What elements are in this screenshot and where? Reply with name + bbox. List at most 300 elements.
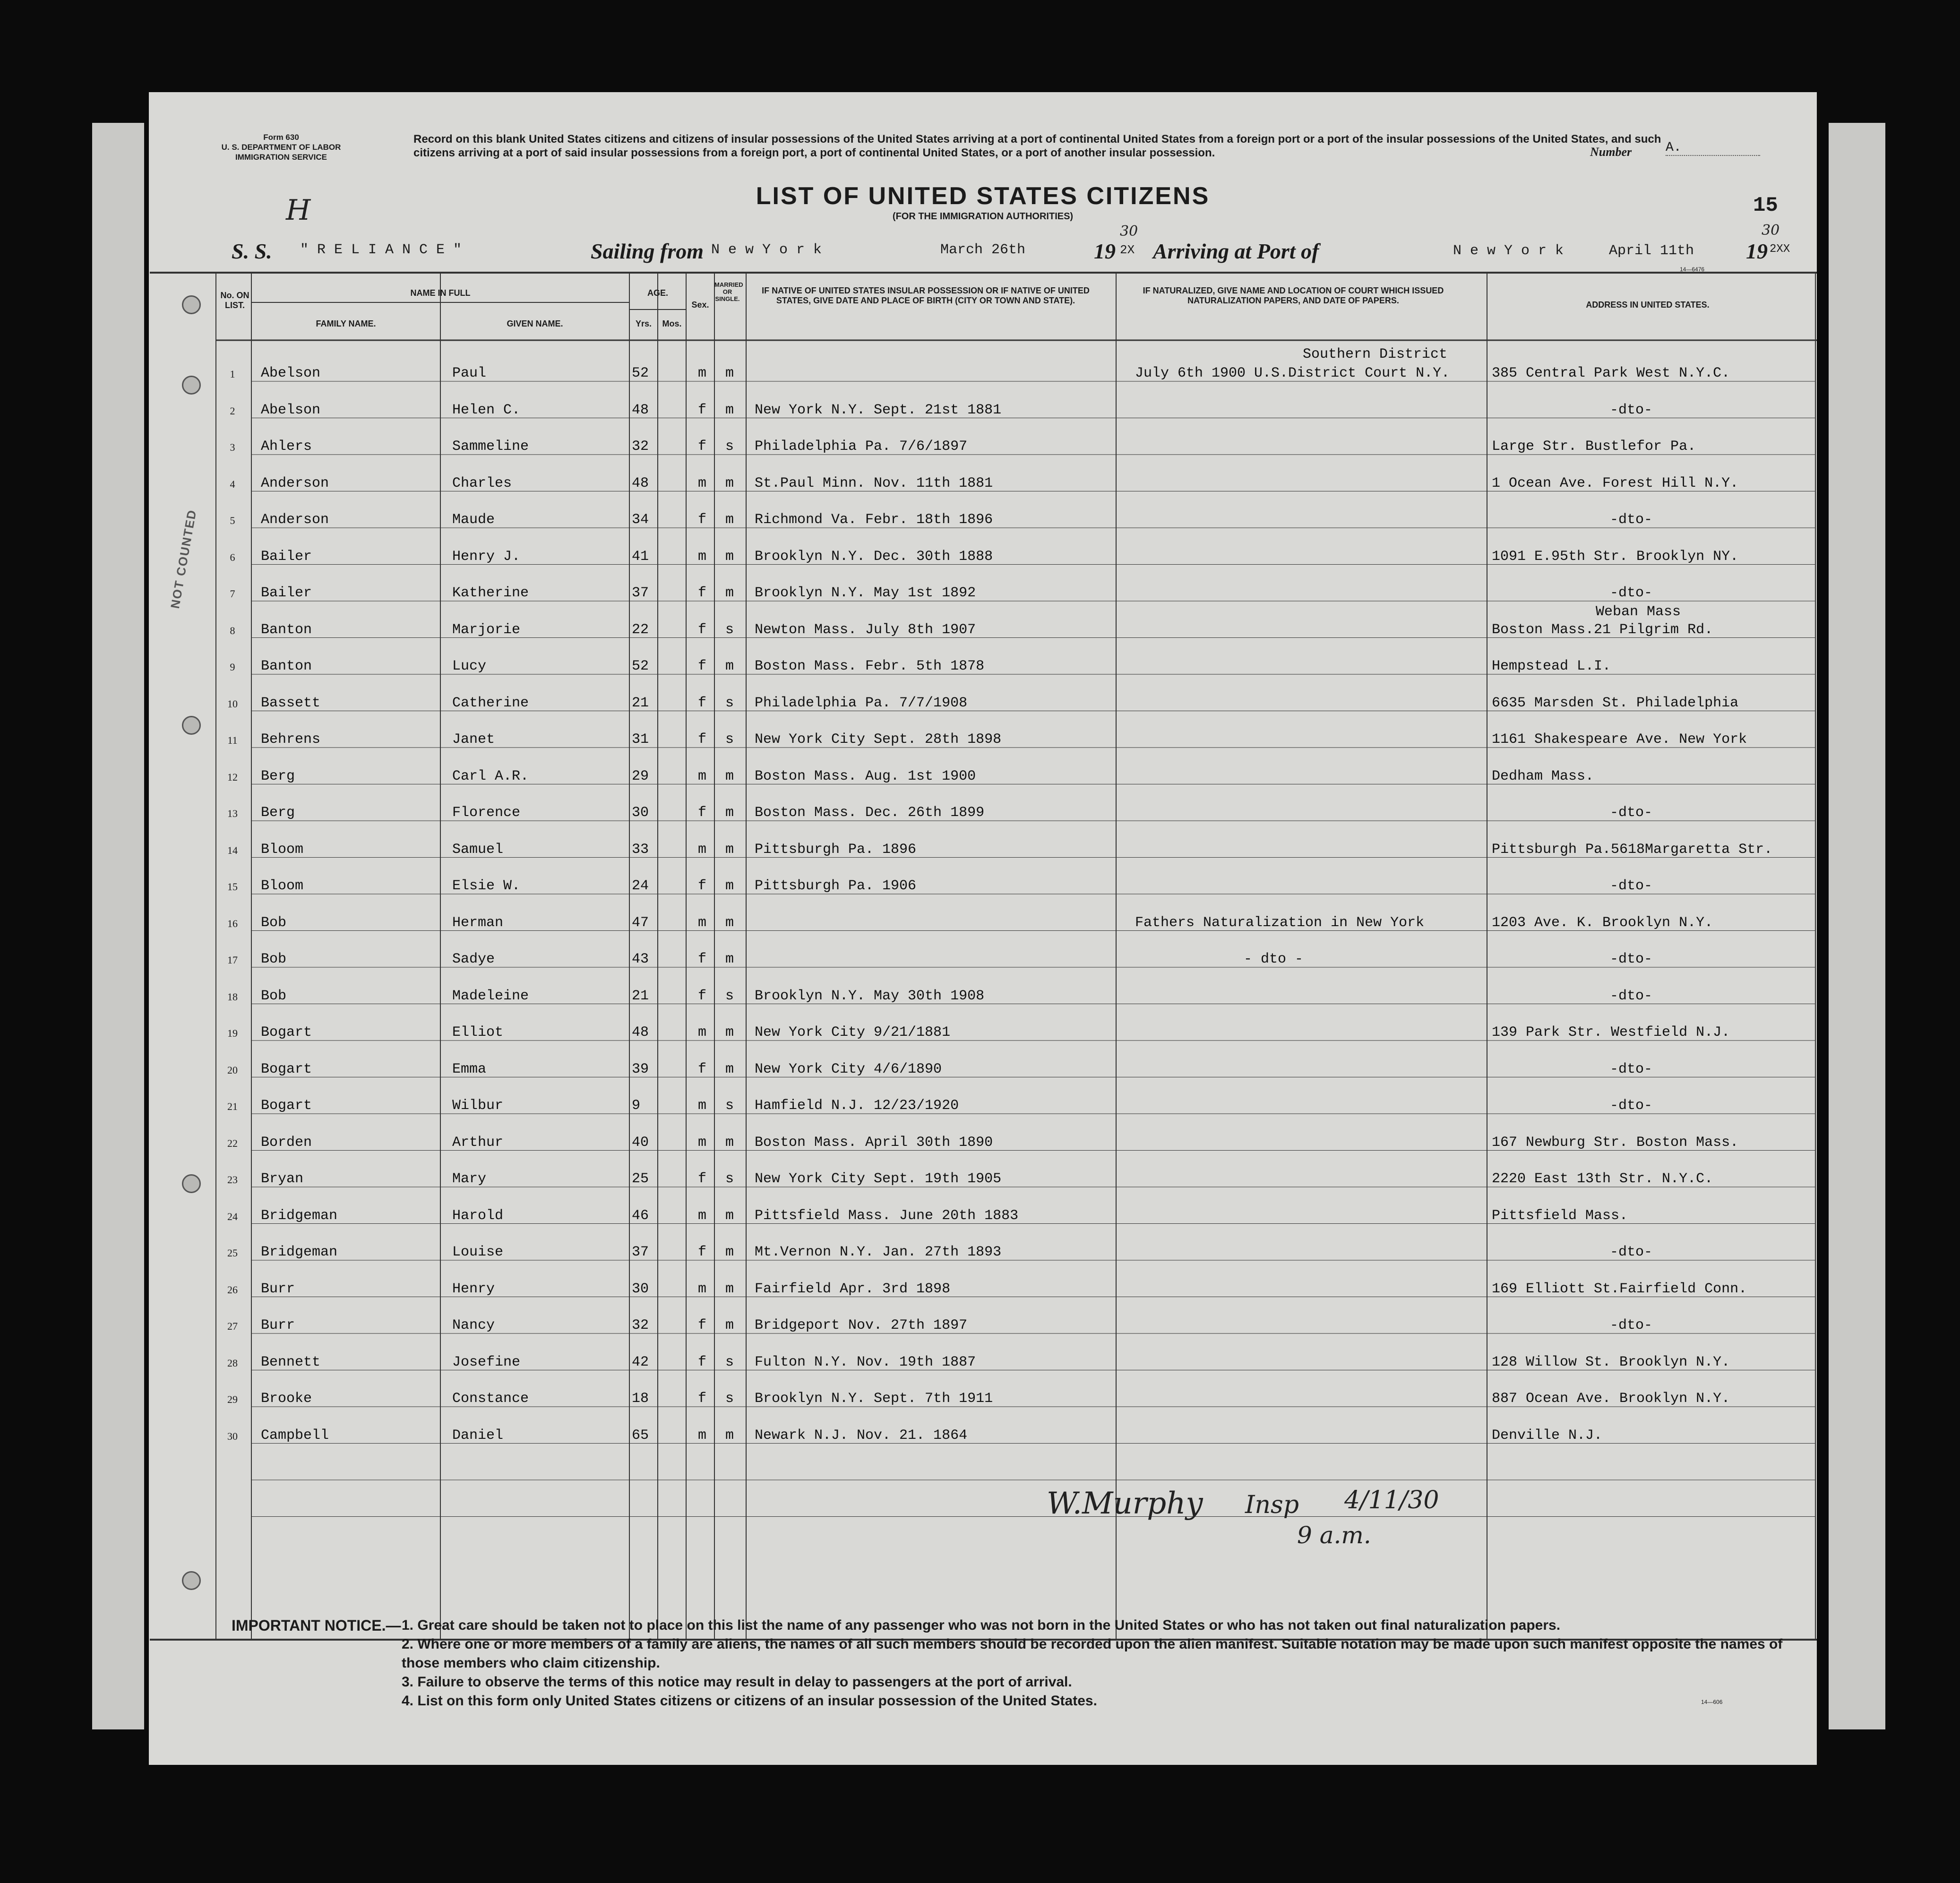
age-cell: 37 — [632, 1244, 649, 1260]
marital-status-cell: s — [725, 621, 734, 638]
row-number: 23 — [227, 1174, 238, 1186]
family-name-cell: Bridgeman — [261, 1207, 338, 1224]
voyage-line — [232, 222, 1790, 265]
sail-date: March 26th — [940, 242, 1026, 258]
age-cell: 46 — [632, 1207, 649, 1224]
punch-hole — [182, 1174, 201, 1193]
row-number: 15 — [227, 881, 238, 893]
age-cell: 31 — [632, 731, 649, 748]
marital-status-cell: s — [725, 988, 734, 1004]
family-name-cell: Bob — [261, 914, 287, 931]
row-number: 25 — [227, 1247, 238, 1259]
header-birth: IF NATIVE OF UNITED STATES INSULAR POSSESSION OR IF NATIVE OF UNITED STATES, GIVE DATE AND PLACE OF BIRTH (CITY OR TOWN AND STATE). — [762, 286, 1090, 305]
given-name-cell: Florence — [452, 805, 521, 821]
naturalization-cell: Fathers Naturalization in New York — [1135, 914, 1425, 931]
marital-status-cell: m — [725, 548, 734, 565]
inspection-date: 4/11/30 — [1344, 1486, 1439, 1514]
address-cell: -dto- — [1610, 512, 1653, 528]
sex-cell: f — [698, 695, 707, 711]
marital-status-cell: m — [725, 1244, 734, 1260]
row-number: 27 — [227, 1320, 238, 1332]
sail-year-hand: 30 — [1120, 223, 1138, 240]
given-name-cell: Nancy — [452, 1317, 495, 1333]
record-instructions: Record on this blank United States citizens and citizens of insular possessions of the United States arriving at a port of continental United States from a foreign port or a port of the insular possessions of the United States, and such citizens arriving at a port of said insular possessions from a foreign port, a port of continental United States, or a port of another insular possession. — [413, 133, 1661, 159]
family-name-cell: Bob — [261, 951, 287, 967]
marital-status-cell: s — [725, 1098, 734, 1114]
birthplace-cell: New York City 9/21/1881 — [755, 1024, 951, 1040]
family-name-cell: Berg — [261, 768, 295, 784]
ss-label: S. S. — [232, 239, 272, 263]
marital-status-cell: m — [725, 878, 734, 894]
row-number: 8 — [230, 624, 235, 636]
notice-item-3: 3. Failure to observe the terms of this notice may result in delay to passengers at the port of arrival. — [402, 1674, 1072, 1690]
header-name-in-full: NAME IN FULL — [410, 288, 471, 298]
birthplace-cell: Boston Mass. Dec. 26th 1899 — [755, 805, 985, 821]
family-name-cell: Bassett — [261, 695, 321, 711]
age-cell: 48 — [632, 1024, 649, 1040]
form-number: Form 630 — [263, 133, 299, 142]
row-number: 28 — [227, 1357, 238, 1369]
family-name-cell: Bogart — [261, 1061, 312, 1077]
marital-status-cell: m — [725, 1317, 734, 1333]
form-identifier — [196, 132, 366, 162]
notice-item-4: 4. List on this form only United States citizens or citizens of an insular possession of the United States. — [402, 1693, 1097, 1709]
family-name-cell: Anderson — [261, 512, 329, 528]
family-name-cell: Campbell — [261, 1427, 329, 1444]
sex-cell: f — [698, 585, 707, 601]
service-name: IMMIGRATION SERVICE — [235, 153, 327, 162]
address-cell: 139 Park Str. Westfield N.J. — [1492, 1024, 1730, 1040]
birthplace-cell: Brooklyn N.Y. May 30th 1908 — [755, 988, 985, 1004]
sex-cell: f — [698, 512, 707, 528]
family-name-cell: Bennett — [261, 1354, 321, 1370]
age-cell: 39 — [632, 1061, 649, 1077]
header-married-single: MARRIED OR SINGLE. — [714, 281, 743, 302]
address-cell: 169 Elliott St.Fairfield Conn. — [1492, 1281, 1747, 1297]
marital-status-cell: s — [725, 1171, 734, 1187]
birthplace-cell: Boston Mass. Aug. 1st 1900 — [755, 768, 976, 784]
header-no-on-list: No. ON LIST. — [220, 291, 249, 310]
inspector-title: Insp — [1245, 1491, 1299, 1519]
print-code-bottom: 14—606 — [1701, 1699, 1723, 1705]
row-number: 18 — [227, 990, 238, 1003]
address-cell: 128 Willow St. Brooklyn N.Y. — [1492, 1354, 1730, 1370]
punch-hole — [182, 716, 201, 735]
row-number: 19 — [227, 1027, 238, 1039]
binder-spine-left — [92, 123, 144, 1729]
family-name-cell: Bloom — [261, 878, 304, 894]
family-name-cell: Abelson — [261, 365, 321, 381]
age-cell: 40 — [632, 1134, 649, 1151]
row-number: 13 — [227, 808, 238, 819]
address-cell: -dto- — [1610, 402, 1653, 418]
naturalization-cell: - dto - — [1244, 951, 1304, 967]
sex-cell: m — [698, 1427, 707, 1444]
sail-year-print: 2X — [1120, 243, 1135, 257]
sex-cell: f — [698, 805, 707, 821]
row-number: 26 — [227, 1283, 238, 1296]
birthplace-cell: Pittsfield Mass. June 20th 1883 — [755, 1207, 1019, 1224]
birthplace-cell: Boston Mass. April 30th 1890 — [755, 1134, 993, 1151]
family-name-cell: Bloom — [261, 841, 304, 858]
marital-status-cell: m — [725, 1427, 734, 1444]
given-name-cell: Sadye — [452, 951, 495, 967]
row-number: 3 — [230, 441, 235, 453]
marital-status-cell: m — [725, 365, 734, 381]
punch-hole — [182, 376, 201, 395]
given-name-cell: Madeleine — [452, 988, 529, 1004]
sex-cell: f — [698, 1391, 707, 1407]
address-cell: 2220 East 13th Str. N.Y.C. — [1492, 1171, 1713, 1187]
age-cell: 32 — [632, 439, 649, 455]
birthplace-cell: Pittsburgh Pa. 1906 — [755, 878, 917, 894]
header-family-name: FAMILY NAME. — [316, 319, 376, 328]
age-cell: 18 — [632, 1391, 649, 1407]
arrival-year-print: 2XX — [1770, 243, 1790, 256]
family-name-cell: Bob — [261, 988, 287, 1004]
family-name-cell: Berg — [261, 805, 295, 821]
sex-cell: m — [698, 1134, 707, 1151]
row-number: 29 — [227, 1393, 238, 1405]
marital-status-cell: m — [725, 951, 734, 967]
address-cell: Large Str. Bustlefor Pa. — [1492, 439, 1696, 455]
arrival-year-prefix: 19 — [1746, 239, 1768, 263]
notice-items — [402, 1616, 1796, 1711]
arrival-date: April 11th — [1609, 243, 1694, 259]
manifest-page — [149, 92, 1817, 1765]
family-name-cell: Abelson — [261, 402, 321, 418]
age-cell: 41 — [632, 548, 649, 565]
sex-cell: m — [698, 768, 707, 784]
address-cell: Boston Mass.21 Pilgrim Rd. — [1492, 621, 1713, 638]
notice-item-2: 2. Where one or more members of a family are aliens, the names of all such members should be recorded upon the alien manifest. Suitable notation may be made upon such manifest opposite the names of those members who claim citizenship. — [402, 1636, 1783, 1671]
birthplace-cell: New York City Sept. 28th 1898 — [755, 731, 1002, 748]
given-name-cell: Elliot — [452, 1024, 504, 1040]
notice-item-1: 1. Great care should be taken not to place on this list the name of any passenger who was not born in the United States or who has not taken out final naturalization papers. — [402, 1617, 1561, 1633]
family-name-cell: Brooke — [261, 1391, 312, 1407]
given-name-cell: Samuel — [452, 841, 504, 858]
address-cell: -dto- — [1610, 1244, 1653, 1260]
arriving-label: Arriving at Port of — [1153, 239, 1319, 263]
birthplace-cell: Brooklyn N.Y. May 1st 1892 — [755, 585, 976, 601]
inspection-time: 9 a.m. — [1297, 1522, 1371, 1549]
birthplace-cell: Fairfield Apr. 3rd 1898 — [755, 1281, 951, 1297]
row-number: 4 — [230, 478, 235, 490]
given-name-cell: Herman — [452, 914, 504, 931]
marital-status-cell: s — [725, 695, 734, 711]
naturalization-cell: July 6th 1900 U.S.District Court N.Y. — [1135, 365, 1450, 381]
address-cell: -dto- — [1610, 1098, 1653, 1114]
marital-status-cell: s — [725, 731, 734, 748]
given-name-cell: Louise — [452, 1244, 504, 1260]
address-cell: Hempstead L.I. — [1492, 658, 1611, 674]
address-cell: 1 Ocean Ave. Forest Hill N.Y. — [1492, 475, 1739, 491]
birthplace-cell: New York N.Y. Sept. 21st 1881 — [755, 402, 1002, 418]
sex-cell: f — [698, 1317, 707, 1333]
family-name-cell: Bailer — [261, 548, 312, 565]
row-number: 7 — [230, 588, 235, 600]
age-cell: 24 — [632, 878, 649, 894]
age-cell: 21 — [632, 988, 649, 1004]
given-name-cell: Marjorie — [452, 621, 521, 638]
given-name-cell: Josefine — [452, 1354, 521, 1370]
birthplace-cell: New York City 4/6/1890 — [755, 1061, 942, 1077]
row-number: 10 — [227, 697, 238, 710]
age-cell: 33 — [632, 841, 649, 858]
age-cell: 25 — [632, 1171, 649, 1187]
marital-status-cell: m — [725, 1024, 734, 1040]
row-number: 21 — [227, 1101, 238, 1112]
given-name-cell: Carl A.R. — [452, 768, 529, 784]
row-number: 22 — [227, 1137, 238, 1149]
header-given-name: GIVEN NAME. — [507, 319, 563, 328]
marital-status-cell: m — [725, 805, 734, 821]
marital-status-cell: m — [725, 768, 734, 784]
address-cell: 1203 Ave. K. Brooklyn N.Y. — [1492, 914, 1713, 931]
address-cell: -dto- — [1610, 585, 1653, 601]
marital-status-cell: m — [725, 585, 734, 601]
birthplace-cell: Hamfield N.J. 12/23/1920 — [755, 1098, 959, 1114]
sex-cell: m — [698, 548, 707, 565]
row-number: 24 — [227, 1210, 238, 1222]
address-cell: -dto- — [1610, 1317, 1653, 1333]
sex-cell: f — [698, 439, 707, 455]
marital-status-cell: m — [725, 1281, 734, 1297]
marital-status-cell: s — [725, 439, 734, 455]
given-name-cell: Wilbur — [452, 1098, 504, 1114]
row-number: 12 — [227, 771, 238, 783]
sex-cell: m — [698, 841, 707, 858]
age-cell: 37 — [632, 585, 649, 601]
punch-hole — [182, 1571, 201, 1590]
given-name-cell: Paul — [452, 365, 487, 381]
sex-cell: m — [698, 1281, 707, 1297]
family-name-cell: Anderson — [261, 475, 329, 491]
given-name-cell: Catherine — [452, 695, 529, 711]
given-name-cell: Daniel — [452, 1427, 504, 1444]
row-number: 9 — [230, 661, 235, 673]
birthplace-cell: Bridgeport Nov. 27th 1897 — [755, 1317, 968, 1333]
address-cell: -dto- — [1610, 988, 1653, 1004]
family-name-cell: Ahlers — [261, 439, 312, 455]
birthplace-cell: Mt.Vernon N.Y. Jan. 27th 1893 — [755, 1244, 1002, 1260]
given-name-cell: Helen C. — [452, 402, 521, 418]
row-number: 30 — [227, 1430, 238, 1442]
given-name-cell: Constance — [452, 1391, 529, 1407]
age-cell: 34 — [632, 512, 649, 528]
sex-cell: f — [698, 1354, 707, 1370]
age-cell: 52 — [632, 365, 649, 381]
given-name-cell: Harold — [452, 1207, 504, 1224]
arrival-year-hand: 30 — [1762, 222, 1780, 239]
handwritten-mark: H — [286, 194, 311, 227]
page-subtitle: (FOR THE IMMIGRATION AUTHORITIES) — [892, 211, 1074, 222]
row-number: 1 — [230, 368, 235, 380]
birthplace-cell: Brooklyn N.Y. Sept. 7th 1911 — [755, 1391, 993, 1407]
sailing-label: Sailing from — [591, 239, 704, 263]
family-name-cell: Burr — [261, 1281, 295, 1297]
birthplace-cell: Philadelphia Pa. 7/6/1897 — [755, 439, 968, 455]
sex-cell: f — [698, 402, 707, 418]
age-cell: 29 — [632, 768, 649, 784]
print-code-top: 14—6476 — [1680, 266, 1705, 273]
address-cell: 6635 Marsden St. Philadelphia — [1492, 695, 1739, 711]
given-name-cell: Emma — [452, 1061, 487, 1077]
given-name-cell: Charles — [452, 475, 512, 491]
family-name-cell: Bailer — [261, 585, 312, 601]
header-months: Mos. — [662, 319, 682, 328]
sex-cell: m — [698, 365, 707, 381]
marital-status-cell: s — [725, 1354, 734, 1370]
marital-status-cell: m — [725, 475, 734, 491]
sex-cell: f — [698, 1171, 707, 1187]
header-address: ADDRESS IN UNITED STATES. — [1586, 300, 1710, 310]
punch-hole — [182, 295, 201, 314]
family-name-cell: Bridgeman — [261, 1244, 338, 1260]
address-cell: 385 Central Park West N.Y.C. — [1492, 365, 1730, 381]
sex-cell: m — [698, 1207, 707, 1224]
address-cell: 167 Newburg Str. Boston Mass. — [1492, 1134, 1739, 1151]
naturalization-court-district: Southern District — [1303, 346, 1448, 362]
sex-cell: f — [698, 658, 707, 674]
family-name-cell: Bogart — [261, 1098, 312, 1114]
birthplace-cell: Pittsburgh Pa. 1896 — [755, 841, 917, 858]
department-name: U. S. DEPARTMENT OF LABOR — [221, 143, 341, 152]
sex-cell: m — [698, 475, 707, 491]
birthplace-cell: Fulton N.Y. Nov. 19th 1887 — [755, 1354, 976, 1370]
binder-spine-right — [1829, 123, 1885, 1729]
birthplace-cell: New York City Sept. 19th 1905 — [755, 1171, 1002, 1187]
age-cell: 43 — [632, 951, 649, 967]
sex-cell: f — [698, 878, 707, 894]
age-cell: 30 — [632, 1281, 649, 1297]
marital-status-cell: m — [725, 1061, 734, 1077]
address-cell: Pittsburgh Pa.5618Margaretta Str. — [1492, 841, 1773, 858]
sex-cell: m — [698, 1024, 707, 1040]
marital-status-cell: m — [725, 1134, 734, 1151]
address-cell: Denville N.J. — [1492, 1427, 1603, 1444]
given-name-cell: Maude — [452, 512, 495, 528]
birthplace-cell: Brooklyn N.Y. Dec. 30th 1888 — [755, 548, 993, 565]
inspector-signature: W.Murphy — [1047, 1486, 1203, 1521]
family-name-cell: Bryan — [261, 1171, 304, 1187]
marital-status-cell: m — [725, 402, 734, 418]
age-cell: 21 — [632, 695, 649, 711]
arrival-port: N e w Y o r k — [1453, 243, 1564, 259]
number-label: Number — [1590, 145, 1632, 159]
address-cell: -dto- — [1610, 805, 1653, 821]
birthplace-cell: St.Paul Minn. Nov. 11th 1881 — [755, 475, 993, 491]
address-cell: 887 Ocean Ave. Brooklyn N.Y. — [1492, 1391, 1730, 1407]
row-number: 2 — [230, 404, 235, 417]
given-name-cell: Elsie W. — [452, 878, 521, 894]
sex-cell: f — [698, 1061, 707, 1077]
age-cell: 9 — [632, 1098, 641, 1114]
age-cell: 48 — [632, 402, 649, 418]
given-name-cell: Henry — [452, 1281, 495, 1297]
age-cell: 48 — [632, 475, 649, 491]
given-name-cell: Henry J. — [452, 548, 521, 565]
marital-status-cell: m — [725, 914, 734, 931]
address-correction: Weban Mass — [1596, 603, 1681, 620]
marital-status-cell: m — [725, 658, 734, 674]
given-name-cell: Lucy — [452, 658, 487, 674]
header-years: Yrs. — [635, 319, 652, 328]
given-name-cell: Arthur — [452, 1134, 504, 1151]
address-cell: 1161 Shakespeare Ave. New York — [1492, 731, 1747, 748]
age-cell: 52 — [632, 658, 649, 674]
family-name-cell: Banton — [261, 658, 312, 674]
inspector-signature-block — [1047, 1481, 1481, 1576]
family-name-cell: Borden — [261, 1134, 312, 1151]
family-name-cell: Bogart — [261, 1024, 312, 1040]
notice-label: IMPORTANT NOTICE.— — [232, 1617, 401, 1634]
row-number: 6 — [230, 551, 235, 563]
age-cell: 65 — [632, 1427, 649, 1444]
sex-cell: f — [698, 621, 707, 638]
birthplace-cell: Newark N.J. Nov. 21. 1864 — [755, 1427, 968, 1444]
birthplace-cell: Boston Mass. Febr. 5th 1878 — [755, 658, 985, 674]
family-name-cell: Behrens — [261, 731, 321, 748]
marital-status-cell: s — [725, 1391, 734, 1407]
header-sex: Sex. — [691, 300, 709, 310]
age-cell: 30 — [632, 805, 649, 821]
page-number: 15 — [1753, 194, 1778, 217]
passenger-table — [150, 272, 1817, 1642]
age-cell: 32 — [632, 1317, 649, 1333]
address-cell: Pittsfield Mass. — [1492, 1207, 1628, 1224]
age-cell: 42 — [632, 1354, 649, 1370]
ship-name: " R E L I A N C E " — [300, 242, 462, 258]
sail-year-prefix: 19 — [1094, 239, 1116, 263]
number-value: A. — [1666, 140, 1760, 156]
sex-cell: m — [698, 914, 707, 931]
birthplace-cell: Philadelphia Pa. 7/7/1908 — [755, 695, 968, 711]
sex-cell: f — [698, 731, 707, 748]
row-number: 17 — [227, 954, 238, 966]
sex-cell: f — [698, 951, 707, 967]
header-naturalization: IF NATURALIZED, GIVE NAME AND LOCATION OF COURT WHICH ISSUED NATURALIZATION PAPERS, AND DATE OF PAPERS. — [1143, 286, 1444, 305]
row-number: 5 — [230, 515, 235, 526]
header-age: AGE. — [647, 288, 668, 298]
given-name-cell: Sammeline — [452, 439, 529, 455]
row-number: 14 — [227, 844, 238, 856]
row-number: 11 — [227, 734, 238, 746]
address-cell: -dto- — [1610, 1061, 1653, 1077]
given-name-cell: Katherine — [452, 585, 529, 601]
address-cell: -dto- — [1610, 878, 1653, 894]
page-title: LIST OF UNITED STATES CITIZENS — [756, 182, 1210, 210]
sex-cell: m — [698, 1098, 707, 1114]
from-port: N e w Y o r k — [711, 242, 822, 258]
birthplace-cell: Richmond Va. Febr. 18th 1896 — [755, 512, 993, 528]
address-cell: 1091 E.95th Str. Brooklyn NY. — [1492, 548, 1739, 565]
sex-cell: f — [698, 988, 707, 1004]
birthplace-cell: Newton Mass. July 8th 1907 — [755, 621, 976, 638]
marital-status-cell: m — [725, 1207, 734, 1224]
address-cell: Dedham Mass. — [1492, 768, 1594, 784]
marital-status-cell: m — [725, 512, 734, 528]
sex-cell: f — [698, 1244, 707, 1260]
family-name-cell: Banton — [261, 621, 312, 638]
row-number: 20 — [227, 1064, 238, 1076]
given-name-cell: Janet — [452, 731, 495, 748]
age-cell: 22 — [632, 621, 649, 638]
family-name-cell: Burr — [261, 1317, 295, 1333]
not-counted-stamp: NOT COUNTED — [168, 508, 199, 610]
row-number: 16 — [227, 917, 238, 929]
age-cell: 47 — [632, 914, 649, 931]
